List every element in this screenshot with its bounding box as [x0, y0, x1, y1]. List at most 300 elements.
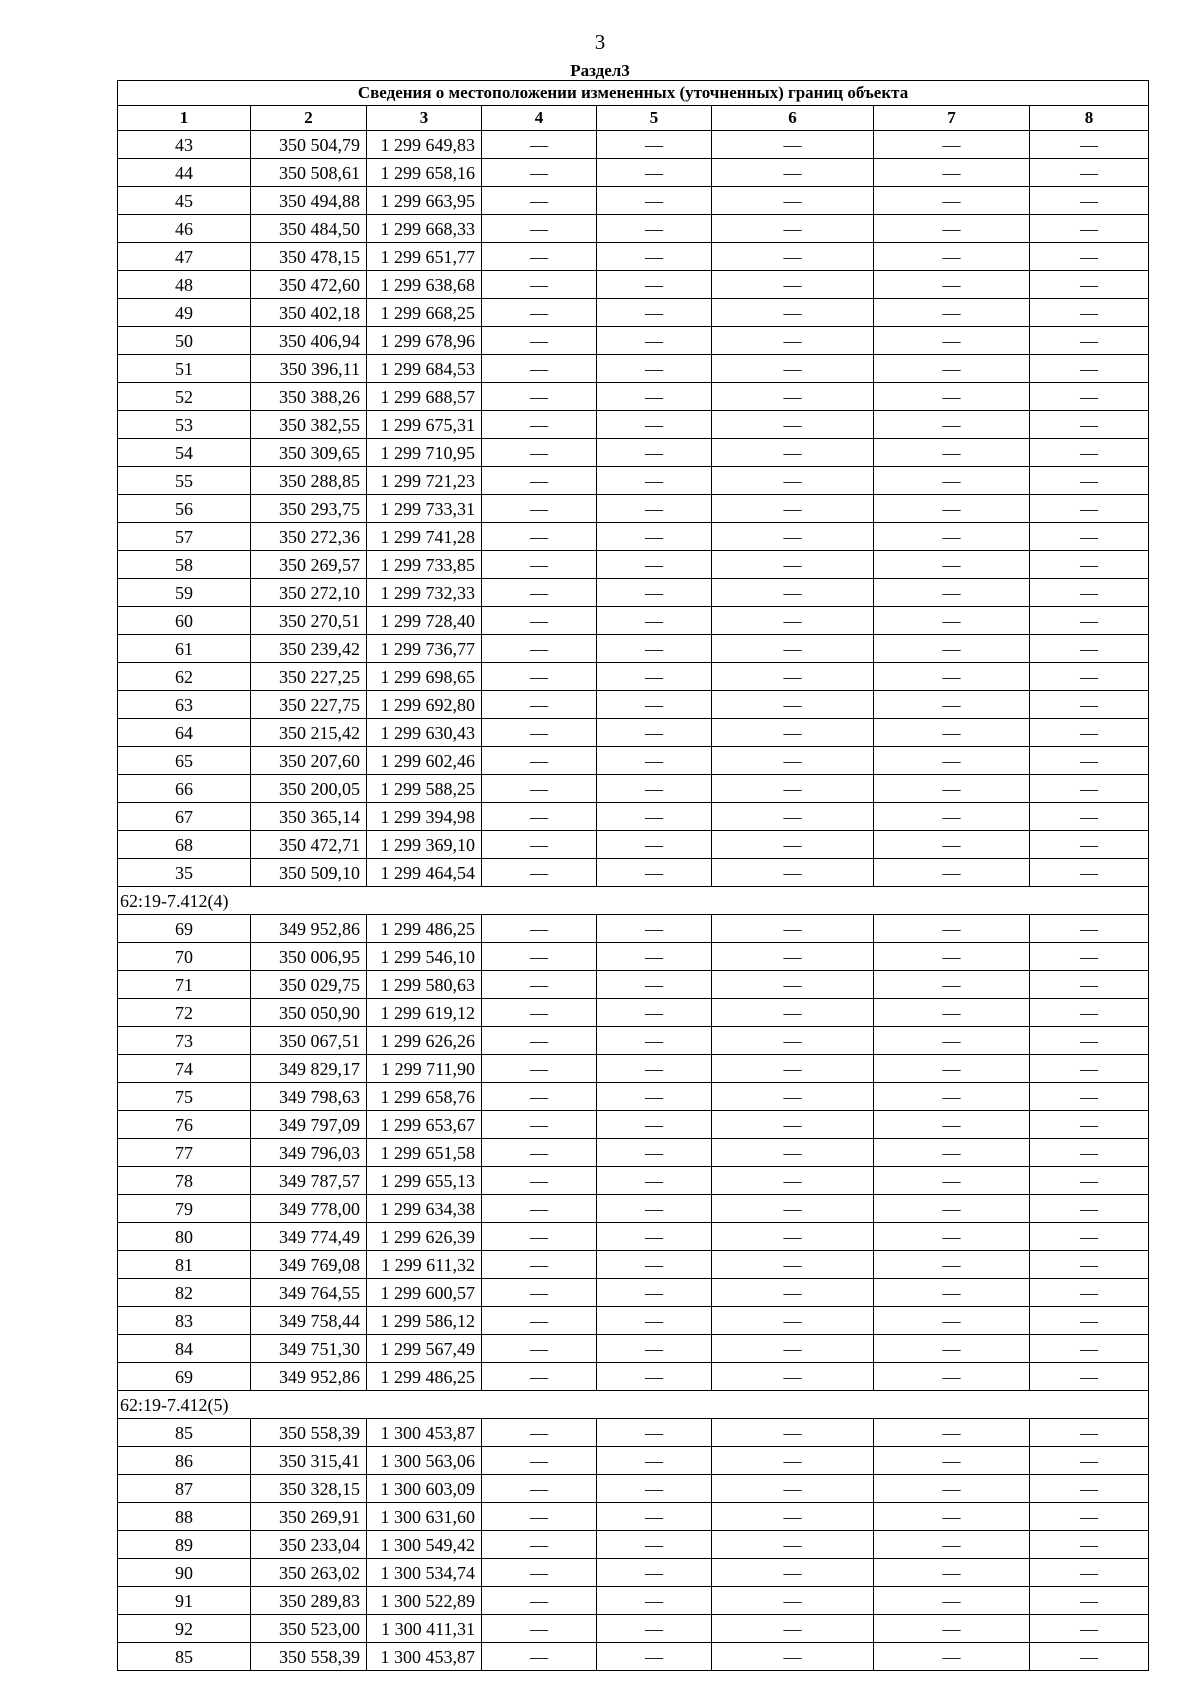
x-coordinate-cell: 350 478,15 — [251, 243, 367, 271]
empty-value-cell: — — [712, 215, 874, 243]
y-coordinate-cell: 1 299 651,77 — [367, 243, 482, 271]
empty-value-cell: — — [482, 747, 597, 775]
empty-value-cell: — — [712, 1251, 874, 1279]
table-row — [118, 1559, 1149, 1587]
point-number-cell: 81 — [118, 1251, 251, 1279]
empty-value-cell: — — [597, 1251, 712, 1279]
x-coordinate-cell: 350 509,10 — [251, 859, 367, 887]
table-row — [118, 1083, 1149, 1111]
empty-value-cell: — — [712, 1167, 874, 1195]
column-number-5: 5 — [597, 106, 712, 131]
point-number-cell: 86 — [118, 1447, 251, 1475]
table-row — [118, 775, 1149, 803]
empty-value-cell: — — [482, 1419, 597, 1447]
point-number-cell: 65 — [118, 747, 251, 775]
column-number-1: 1 — [118, 106, 251, 131]
empty-value-cell: — — [482, 299, 597, 327]
empty-value-cell: — — [482, 383, 597, 411]
empty-value-cell: — — [874, 327, 1030, 355]
point-number-cell: 55 — [118, 467, 251, 495]
empty-value-cell: — — [712, 859, 874, 887]
y-coordinate-cell: 1 299 733,85 — [367, 551, 482, 579]
x-coordinate-cell: 350 293,75 — [251, 495, 367, 523]
empty-value-cell: — — [482, 439, 597, 467]
table-row — [118, 1615, 1149, 1643]
empty-value-cell: — — [874, 999, 1030, 1027]
x-coordinate-cell: 350 263,02 — [251, 1559, 367, 1587]
column-number-4: 4 — [482, 106, 597, 131]
empty-value-cell: — — [712, 411, 874, 439]
empty-value-cell: — — [712, 971, 874, 999]
y-coordinate-cell: 1 299 655,13 — [367, 1167, 482, 1195]
y-coordinate-cell: 1 299 486,25 — [367, 1363, 482, 1391]
y-coordinate-cell: 1 299 567,49 — [367, 1335, 482, 1363]
empty-value-cell: — — [597, 495, 712, 523]
empty-value-cell: — — [712, 271, 874, 299]
point-number-cell: 44 — [118, 159, 251, 187]
empty-value-cell: — — [874, 635, 1030, 663]
empty-value-cell: — — [712, 1055, 874, 1083]
y-coordinate-cell: 1 300 453,87 — [367, 1643, 482, 1671]
x-coordinate-cell: 350 289,83 — [251, 1587, 367, 1615]
empty-value-cell: — — [1030, 1503, 1149, 1531]
empty-value-cell: — — [712, 243, 874, 271]
point-number-cell: 52 — [118, 383, 251, 411]
empty-value-cell: — — [482, 495, 597, 523]
y-coordinate-cell: 1 299 711,90 — [367, 1055, 482, 1083]
empty-value-cell: — — [1030, 1615, 1149, 1643]
x-coordinate-cell: 349 778,00 — [251, 1195, 367, 1223]
y-coordinate-cell: 1 299 464,54 — [367, 859, 482, 887]
x-coordinate-cell: 350 309,65 — [251, 439, 367, 467]
empty-value-cell: — — [1030, 607, 1149, 635]
empty-value-cell: — — [482, 271, 597, 299]
y-coordinate-cell: 1 299 630,43 — [367, 719, 482, 747]
empty-value-cell: — — [597, 1447, 712, 1475]
y-coordinate-cell: 1 299 638,68 — [367, 271, 482, 299]
empty-value-cell: — — [712, 1503, 874, 1531]
x-coordinate-cell: 350 472,71 — [251, 831, 367, 859]
empty-value-cell: — — [597, 523, 712, 551]
x-coordinate-cell: 350 200,05 — [251, 775, 367, 803]
empty-value-cell: — — [482, 943, 597, 971]
empty-value-cell: — — [874, 299, 1030, 327]
empty-value-cell: — — [1030, 1643, 1149, 1671]
empty-value-cell: — — [874, 803, 1030, 831]
empty-value-cell: — — [1030, 803, 1149, 831]
x-coordinate-cell: 350 227,25 — [251, 663, 367, 691]
x-coordinate-cell: 350 494,88 — [251, 187, 367, 215]
y-coordinate-cell: 1 299 369,10 — [367, 831, 482, 859]
empty-value-cell: — — [712, 579, 874, 607]
table-row — [118, 859, 1149, 887]
table-row — [118, 1587, 1149, 1615]
table-row — [118, 691, 1149, 719]
empty-value-cell: — — [482, 411, 597, 439]
empty-value-cell: — — [597, 551, 712, 579]
empty-value-cell: — — [1030, 467, 1149, 495]
empty-value-cell: — — [482, 1083, 597, 1111]
x-coordinate-cell: 349 829,17 — [251, 1055, 367, 1083]
empty-value-cell: — — [482, 1503, 597, 1531]
x-coordinate-cell: 349 758,44 — [251, 1307, 367, 1335]
table-caption: Сведения о местоположении измененных (уточненных) границ объекта — [118, 81, 1149, 106]
x-coordinate-cell: 350 504,79 — [251, 131, 367, 159]
empty-value-cell: — — [597, 1167, 712, 1195]
empty-value-cell: — — [712, 691, 874, 719]
empty-value-cell: — — [597, 691, 712, 719]
empty-value-cell: — — [597, 243, 712, 271]
y-coordinate-cell: 1 299 546,10 — [367, 943, 482, 971]
table-row — [118, 747, 1149, 775]
empty-value-cell: — — [482, 467, 597, 495]
x-coordinate-cell: 349 751,30 — [251, 1335, 367, 1363]
empty-value-cell: — — [597, 1223, 712, 1251]
y-coordinate-cell: 1 299 626,39 — [367, 1223, 482, 1251]
empty-value-cell: — — [597, 383, 712, 411]
table-row — [118, 131, 1149, 159]
empty-value-cell: — — [874, 1027, 1030, 1055]
empty-value-cell: — — [482, 327, 597, 355]
empty-value-cell: — — [597, 1055, 712, 1083]
empty-value-cell: — — [712, 1475, 874, 1503]
x-coordinate-cell: 349 774,49 — [251, 1223, 367, 1251]
empty-value-cell: — — [874, 243, 1030, 271]
empty-value-cell: — — [712, 383, 874, 411]
x-coordinate-cell: 350 233,04 — [251, 1531, 367, 1559]
table-row — [118, 663, 1149, 691]
empty-value-cell: — — [482, 803, 597, 831]
x-coordinate-cell: 350 272,36 — [251, 523, 367, 551]
table-row — [118, 523, 1149, 551]
empty-value-cell: — — [712, 1559, 874, 1587]
empty-value-cell: — — [597, 1531, 712, 1559]
table-row — [118, 1139, 1149, 1167]
empty-value-cell: — — [874, 859, 1030, 887]
x-coordinate-cell: 350 523,00 — [251, 1615, 367, 1643]
empty-value-cell: — — [482, 187, 597, 215]
column-number-2: 2 — [251, 106, 367, 131]
empty-value-cell: — — [482, 523, 597, 551]
y-coordinate-cell: 1 299 586,12 — [367, 1307, 482, 1335]
table-row — [118, 635, 1149, 663]
empty-value-cell: — — [597, 131, 712, 159]
empty-value-cell: — — [874, 411, 1030, 439]
empty-value-cell: — — [597, 747, 712, 775]
empty-value-cell: — — [874, 215, 1030, 243]
y-coordinate-cell: 1 299 684,53 — [367, 355, 482, 383]
table-row — [118, 1167, 1149, 1195]
y-coordinate-cell: 1 299 721,23 — [367, 467, 482, 495]
x-coordinate-cell: 350 508,61 — [251, 159, 367, 187]
y-coordinate-cell: 1 300 549,42 — [367, 1531, 482, 1559]
point-number-cell: 46 — [118, 215, 251, 243]
empty-value-cell: — — [1030, 1055, 1149, 1083]
empty-value-cell: — — [874, 1447, 1030, 1475]
x-coordinate-cell: 350 270,51 — [251, 607, 367, 635]
empty-value-cell: — — [597, 775, 712, 803]
table-row — [118, 439, 1149, 467]
empty-value-cell: — — [712, 1643, 874, 1671]
table-row — [118, 1447, 1149, 1475]
point-number-cell: 68 — [118, 831, 251, 859]
empty-value-cell: — — [597, 215, 712, 243]
y-coordinate-cell: 1 299 626,26 — [367, 1027, 482, 1055]
y-coordinate-cell: 1 300 631,60 — [367, 1503, 482, 1531]
table-row — [118, 1643, 1149, 1671]
point-number-cell: 60 — [118, 607, 251, 635]
empty-value-cell: — — [482, 1027, 597, 1055]
point-number-cell: 73 — [118, 1027, 251, 1055]
empty-value-cell: — — [1030, 1307, 1149, 1335]
empty-value-cell: — — [482, 243, 597, 271]
empty-value-cell: — — [1030, 1083, 1149, 1111]
empty-value-cell: — — [597, 1027, 712, 1055]
empty-value-cell: — — [597, 439, 712, 467]
point-number-cell: 47 — [118, 243, 251, 271]
empty-value-cell: — — [1030, 691, 1149, 719]
empty-value-cell: — — [712, 1279, 874, 1307]
x-coordinate-cell: 350 365,14 — [251, 803, 367, 831]
x-coordinate-cell: 350 484,50 — [251, 215, 367, 243]
empty-value-cell: — — [482, 635, 597, 663]
table-row — [118, 1475, 1149, 1503]
table-row — [118, 1251, 1149, 1279]
empty-value-cell: — — [1030, 635, 1149, 663]
empty-value-cell: — — [874, 467, 1030, 495]
point-number-cell: 70 — [118, 943, 251, 971]
empty-value-cell: — — [1030, 131, 1149, 159]
empty-value-cell: — — [482, 1195, 597, 1223]
point-number-cell: 87 — [118, 1475, 251, 1503]
empty-value-cell: — — [874, 271, 1030, 299]
empty-value-cell: — — [1030, 999, 1149, 1027]
x-coordinate-cell: 349 764,55 — [251, 1279, 367, 1307]
table-row — [118, 831, 1149, 859]
point-number-cell: 72 — [118, 999, 251, 1027]
empty-value-cell: — — [482, 859, 597, 887]
empty-value-cell: — — [712, 439, 874, 467]
empty-value-cell: — — [482, 1279, 597, 1307]
empty-value-cell: — — [482, 215, 597, 243]
empty-value-cell: — — [597, 1643, 712, 1671]
empty-value-cell: — — [874, 971, 1030, 999]
point-number-cell: 48 — [118, 271, 251, 299]
empty-value-cell: — — [874, 187, 1030, 215]
y-coordinate-cell: 1 299 651,58 — [367, 1139, 482, 1167]
empty-value-cell: — — [597, 327, 712, 355]
x-coordinate-cell: 349 797,09 — [251, 1111, 367, 1139]
x-coordinate-cell: 349 769,08 — [251, 1251, 367, 1279]
empty-value-cell: — — [874, 915, 1030, 943]
empty-value-cell: — — [482, 691, 597, 719]
y-coordinate-cell: 1 299 692,80 — [367, 691, 482, 719]
empty-value-cell: — — [597, 1615, 712, 1643]
empty-value-cell: — — [712, 803, 874, 831]
x-coordinate-cell: 350 269,57 — [251, 551, 367, 579]
empty-value-cell: — — [874, 831, 1030, 859]
empty-value-cell: — — [1030, 1363, 1149, 1391]
point-number-cell: 76 — [118, 1111, 251, 1139]
empty-value-cell: — — [1030, 495, 1149, 523]
empty-value-cell: — — [597, 607, 712, 635]
empty-value-cell: — — [482, 607, 597, 635]
x-coordinate-cell: 350 272,10 — [251, 579, 367, 607]
empty-value-cell: — — [482, 999, 597, 1027]
point-number-cell: 74 — [118, 1055, 251, 1083]
y-coordinate-cell: 1 299 619,12 — [367, 999, 482, 1027]
empty-value-cell: — — [874, 1503, 1030, 1531]
empty-value-cell: — — [1030, 831, 1149, 859]
empty-value-cell: — — [597, 831, 712, 859]
empty-value-cell: — — [712, 1083, 874, 1111]
y-coordinate-cell: 1 299 588,25 — [367, 775, 482, 803]
empty-value-cell: — — [1030, 1111, 1149, 1139]
empty-value-cell: — — [712, 523, 874, 551]
empty-value-cell: — — [1030, 663, 1149, 691]
x-coordinate-cell: 350 472,60 — [251, 271, 367, 299]
empty-value-cell: — — [712, 131, 874, 159]
point-number-cell: 56 — [118, 495, 251, 523]
y-coordinate-cell: 1 299 580,63 — [367, 971, 482, 999]
empty-value-cell: — — [874, 355, 1030, 383]
empty-value-cell: — — [597, 1587, 712, 1615]
empty-value-cell: — — [712, 999, 874, 1027]
empty-value-cell: — — [874, 1531, 1030, 1559]
empty-value-cell: — — [597, 159, 712, 187]
y-coordinate-cell: 1 300 603,09 — [367, 1475, 482, 1503]
empty-value-cell: — — [482, 1335, 597, 1363]
group-label: 62:19-7.412(4) — [118, 887, 1149, 915]
empty-value-cell: — — [712, 663, 874, 691]
empty-value-cell: — — [874, 1251, 1030, 1279]
empty-value-cell: — — [597, 1419, 712, 1447]
point-number-cell: 63 — [118, 691, 251, 719]
empty-value-cell: — — [597, 1503, 712, 1531]
empty-value-cell: — — [482, 971, 597, 999]
empty-value-cell: — — [482, 159, 597, 187]
empty-value-cell: — — [597, 1139, 712, 1167]
empty-value-cell: — — [712, 1307, 874, 1335]
empty-value-cell: — — [712, 915, 874, 943]
table-row — [118, 271, 1149, 299]
x-coordinate-cell: 350 558,39 — [251, 1643, 367, 1671]
empty-value-cell: — — [1030, 271, 1149, 299]
point-number-cell: 50 — [118, 327, 251, 355]
point-number-cell: 35 — [118, 859, 251, 887]
empty-value-cell: — — [482, 1139, 597, 1167]
point-number-cell: 90 — [118, 1559, 251, 1587]
empty-value-cell: — — [482, 1587, 597, 1615]
point-number-cell: 91 — [118, 1587, 251, 1615]
empty-value-cell: — — [1030, 299, 1149, 327]
table-row — [118, 1307, 1149, 1335]
table-row — [118, 1223, 1149, 1251]
point-number-cell: 75 — [118, 1083, 251, 1111]
point-number-cell: 54 — [118, 439, 251, 467]
x-coordinate-cell: 350 558,39 — [251, 1419, 367, 1447]
empty-value-cell: — — [874, 1559, 1030, 1587]
y-coordinate-cell: 1 300 563,06 — [367, 1447, 482, 1475]
x-coordinate-cell: 350 207,60 — [251, 747, 367, 775]
x-coordinate-cell: 350 239,42 — [251, 635, 367, 663]
empty-value-cell: — — [874, 1195, 1030, 1223]
empty-value-cell: — — [874, 439, 1030, 467]
empty-value-cell: — — [597, 271, 712, 299]
table-row — [118, 495, 1149, 523]
empty-value-cell: — — [1030, 1027, 1149, 1055]
empty-value-cell: — — [1030, 1223, 1149, 1251]
table-row — [118, 1419, 1149, 1447]
empty-value-cell: — — [874, 943, 1030, 971]
group-label-row — [118, 1391, 1149, 1419]
empty-value-cell: — — [712, 719, 874, 747]
point-number-cell: 51 — [118, 355, 251, 383]
empty-value-cell: — — [597, 1363, 712, 1391]
empty-value-cell: — — [874, 1083, 1030, 1111]
empty-value-cell: — — [1030, 1475, 1149, 1503]
point-number-cell: 83 — [118, 1307, 251, 1335]
table-row — [118, 411, 1149, 439]
x-coordinate-cell: 350 315,41 — [251, 1447, 367, 1475]
empty-value-cell: — — [1030, 747, 1149, 775]
y-coordinate-cell: 1 299 653,67 — [367, 1111, 482, 1139]
table-row — [118, 215, 1149, 243]
y-coordinate-cell: 1 299 600,57 — [367, 1279, 482, 1307]
y-coordinate-cell: 1 299 611,32 — [367, 1251, 482, 1279]
empty-value-cell: — — [712, 1223, 874, 1251]
point-number-cell: 58 — [118, 551, 251, 579]
empty-value-cell: — — [712, 943, 874, 971]
empty-value-cell: — — [712, 1111, 874, 1139]
table-row — [118, 1335, 1149, 1363]
x-coordinate-cell: 350 006,95 — [251, 943, 367, 971]
empty-value-cell: — — [482, 131, 597, 159]
empty-value-cell: — — [482, 1531, 597, 1559]
empty-value-cell: — — [1030, 1335, 1149, 1363]
point-number-cell: 80 — [118, 1223, 251, 1251]
empty-value-cell: — — [597, 1559, 712, 1587]
x-coordinate-cell: 350 029,75 — [251, 971, 367, 999]
table-row — [118, 243, 1149, 271]
x-coordinate-cell: 350 406,94 — [251, 327, 367, 355]
empty-value-cell: — — [1030, 439, 1149, 467]
table-row — [118, 719, 1149, 747]
empty-value-cell: — — [482, 831, 597, 859]
empty-value-cell: — — [874, 1615, 1030, 1643]
point-number-cell: 69 — [118, 915, 251, 943]
table-row — [118, 327, 1149, 355]
empty-value-cell: — — [874, 551, 1030, 579]
y-coordinate-cell: 1 299 675,31 — [367, 411, 482, 439]
table-row — [118, 1503, 1149, 1531]
y-coordinate-cell: 1 300 522,89 — [367, 1587, 482, 1615]
x-coordinate-cell: 350 215,42 — [251, 719, 367, 747]
empty-value-cell: — — [597, 299, 712, 327]
group-label-row — [118, 887, 1149, 915]
empty-value-cell: — — [1030, 551, 1149, 579]
empty-value-cell: — — [874, 1419, 1030, 1447]
empty-value-cell: — — [874, 1279, 1030, 1307]
empty-value-cell: — — [1030, 383, 1149, 411]
empty-value-cell: — — [597, 719, 712, 747]
empty-value-cell: — — [1030, 327, 1149, 355]
empty-value-cell: — — [712, 635, 874, 663]
empty-value-cell: — — [712, 1615, 874, 1643]
point-number-cell: 88 — [118, 1503, 251, 1531]
table-row — [118, 355, 1149, 383]
y-coordinate-cell: 1 299 710,95 — [367, 439, 482, 467]
